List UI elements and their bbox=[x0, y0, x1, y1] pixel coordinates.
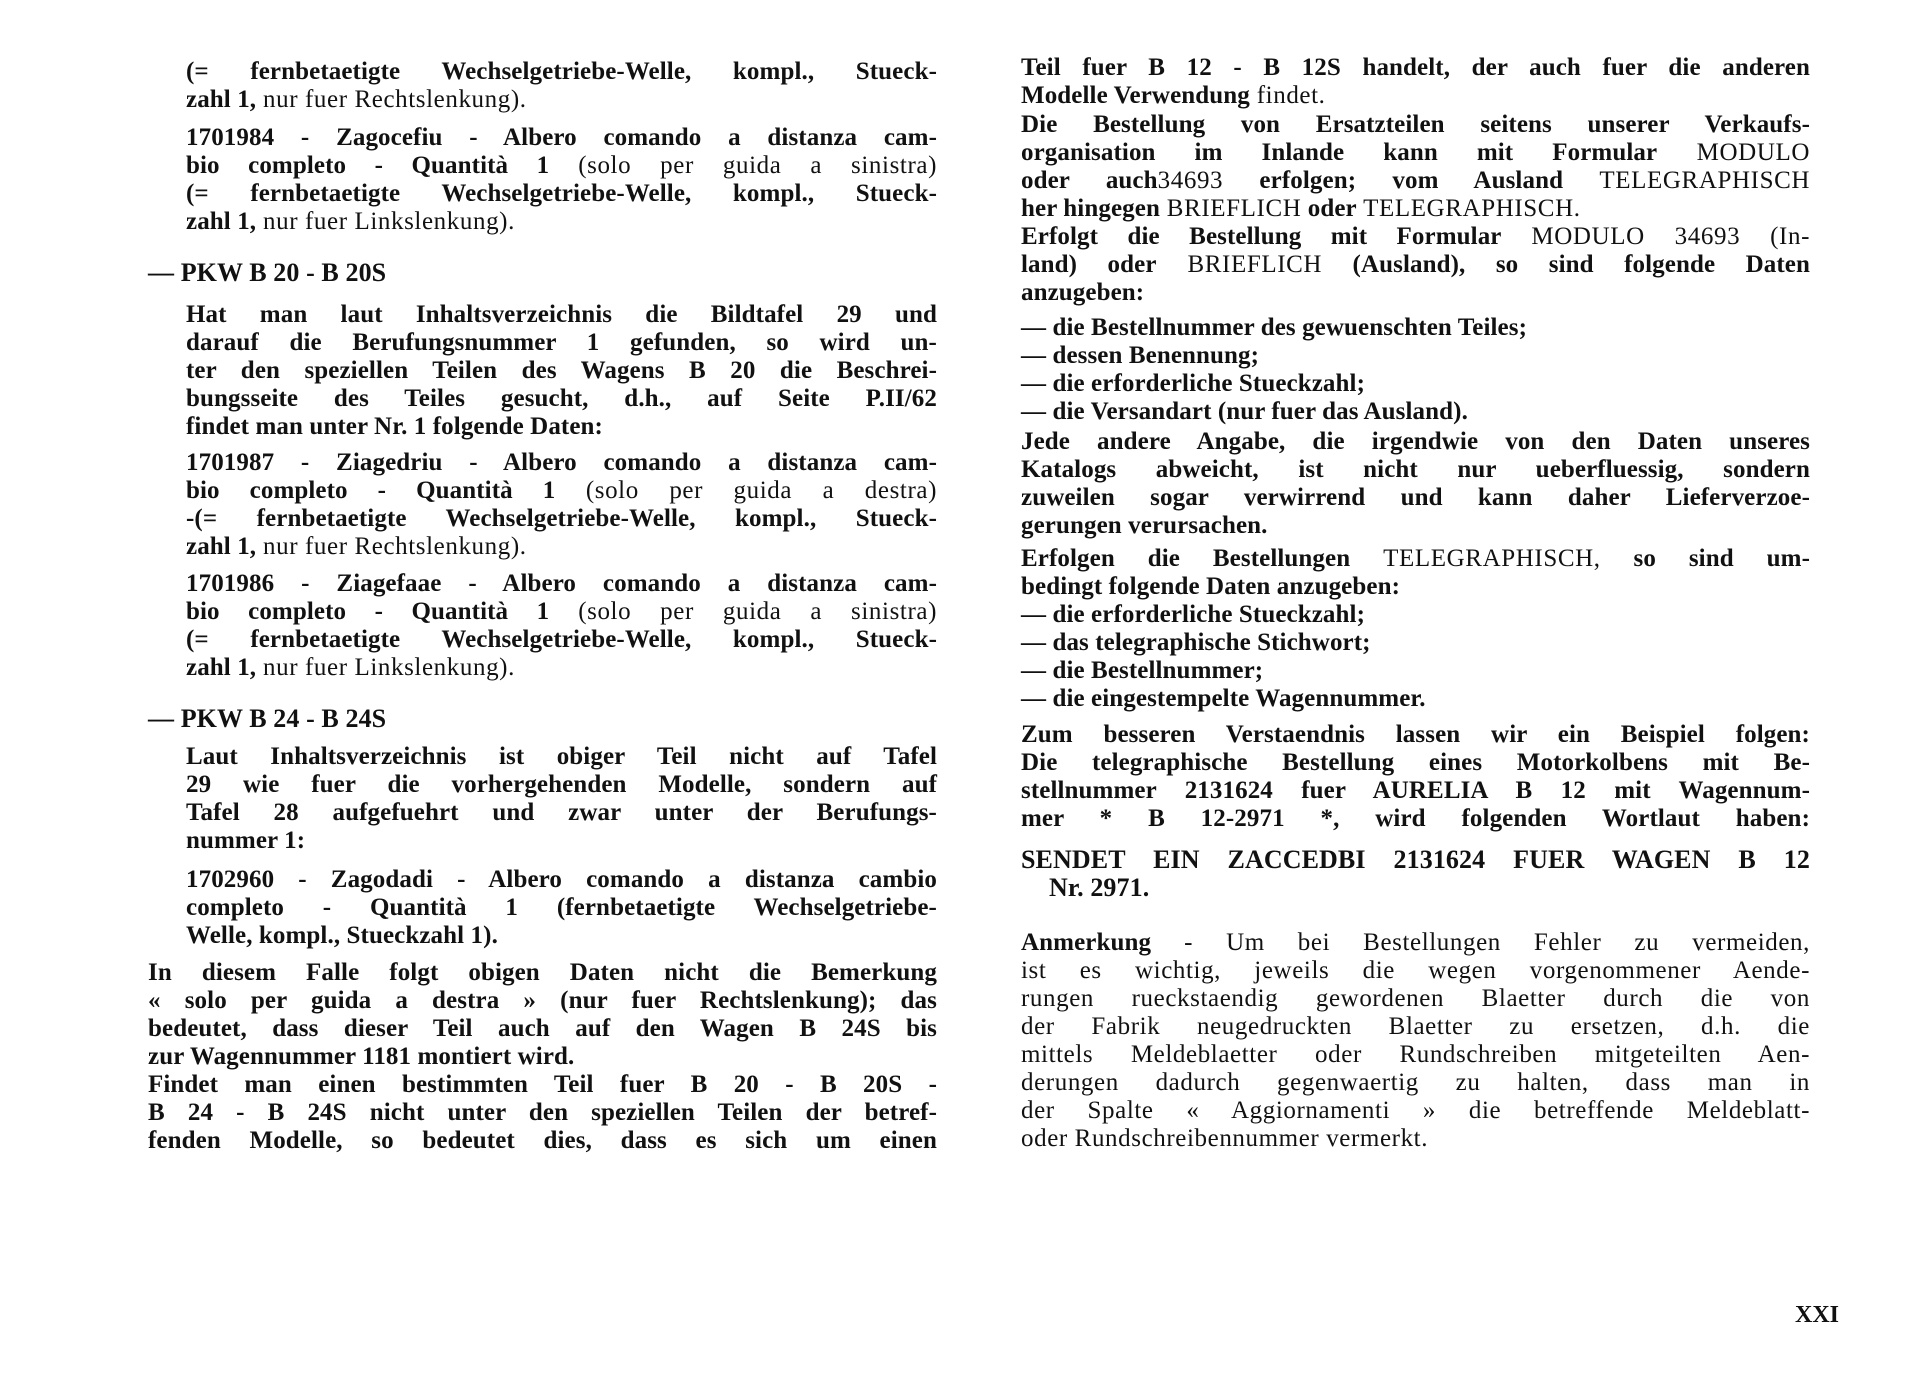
left-column-line bbox=[148, 986, 937, 1015]
page-number: XXI bbox=[1795, 1302, 1840, 1328]
bold-text: nummer 1: bbox=[186, 827, 306, 854]
regular-text: nur fuer Rechtslenkung). bbox=[256, 86, 527, 113]
regular-text: (solo per guida a sinistra) bbox=[549, 598, 937, 625]
regular-text: MODULO 34693 (In- bbox=[1501, 223, 1810, 250]
bold-text: gerungen verursachen. bbox=[1021, 512, 1268, 539]
right-column-line bbox=[1021, 845, 1810, 874]
right-column-line bbox=[1021, 984, 1810, 1013]
right-column-line bbox=[1021, 1040, 1810, 1069]
regular-text: nur fuer Linkslenkung). bbox=[256, 208, 515, 235]
bold-text: Erfolgen die Bestellungen bbox=[1021, 545, 1351, 572]
left-column-line bbox=[186, 597, 937, 626]
bold-text: — die eingestempelte Wagennummer. bbox=[1021, 685, 1426, 712]
bold-text: anzugeben: bbox=[1021, 279, 1145, 306]
bold-text: Anmerkung bbox=[1021, 929, 1152, 956]
bold-text: ter den speziellen Teilen des Wagens B 20 die Beschrei- bbox=[186, 357, 937, 384]
left-column-line bbox=[186, 300, 937, 329]
regular-text: der Fabrik neugedruckten Blaetter zu ersetzen, d.h. die bbox=[1021, 1013, 1810, 1040]
left-column-line bbox=[148, 1070, 937, 1099]
left-column-line bbox=[186, 826, 305, 855]
bold-text: bedingt folgende Daten anzugeben: bbox=[1021, 573, 1401, 600]
regular-text: TELEGRAPHISCH. bbox=[1356, 195, 1581, 222]
left-column-line bbox=[186, 504, 937, 533]
bold-text: land) oder bbox=[1021, 251, 1157, 278]
bold-text: zahl 1, bbox=[186, 533, 257, 560]
regular-text: rungen rueckstaendig gewordenen Blaetter durch die von bbox=[1021, 985, 1810, 1012]
right-column-line bbox=[1021, 1096, 1810, 1125]
right-column-line bbox=[1021, 250, 1810, 279]
regular-text: nur fuer Rechtslenkung). bbox=[256, 533, 527, 560]
regular-text: TELEGRAPHISCH bbox=[1563, 167, 1810, 194]
bold-text: Jede andere Angabe, die irgendwie von den Daten unseres bbox=[1021, 428, 1810, 455]
regular-text: BRIEFLICH bbox=[1156, 251, 1323, 278]
right-column-line bbox=[1021, 600, 1365, 629]
bold-text: darauf die Berufungsnummer 1 gefunden, so wird un- bbox=[186, 329, 937, 356]
right-column-line bbox=[1021, 341, 1259, 370]
bold-text: so sind um- bbox=[1600, 545, 1810, 572]
bold-text: SENDET EIN ZACCEDBI 2131624 FUER WAGEN B 12 bbox=[1021, 845, 1810, 874]
left-column-line bbox=[148, 704, 386, 733]
bold-text: bedeutet, dass dieser Teil auch auf den Wagen B 24S bis bbox=[148, 1015, 937, 1042]
bold-text: findet man unter Nr. 1 folgende Daten: bbox=[186, 413, 603, 440]
bold-text: — die Bestellnummer des gewuenschten Teiles; bbox=[1021, 314, 1528, 341]
bold-text: Erfolgt die Bestellung mit Formular bbox=[1021, 223, 1502, 250]
bold-text: oder bbox=[1301, 195, 1357, 222]
bold-text: Modelle Verwendung bbox=[1021, 82, 1250, 109]
regular-text: oder Rundschreibennummer vermerkt. bbox=[1021, 1125, 1429, 1152]
bold-text: 29 wie fuer die vorhergehenden Modelle, sondern auf bbox=[186, 771, 937, 798]
left-column-line bbox=[186, 151, 937, 180]
bold-text: bio completo - Quantità 1 bbox=[186, 477, 556, 504]
right-column-line bbox=[1021, 572, 1400, 601]
bold-text: In diesem Falle folgt obigen Daten nicht die Bemerkung bbox=[148, 959, 937, 986]
right-column-line bbox=[1021, 194, 1581, 223]
right-column-line bbox=[1021, 720, 1810, 749]
regular-text: MODULO bbox=[1657, 139, 1810, 166]
left-column-line bbox=[186, 179, 937, 208]
bold-text: Laut Inhaltsverzeichnis ist obiger Teil nicht auf Tafel bbox=[186, 743, 937, 770]
bold-text: Katalogs abweicht, ist nicht nur ueberfluessig, sondern bbox=[1021, 456, 1810, 483]
right-column-line bbox=[1021, 455, 1810, 484]
bold-text: mer * B 12-2971 *, wird folgenden Wortlaut haben: bbox=[1021, 805, 1810, 832]
bold-text: — PKW B 24 - B 24S bbox=[148, 704, 387, 733]
right-column-line bbox=[1021, 166, 1810, 195]
right-column-line bbox=[1021, 776, 1810, 805]
right-column-line bbox=[1021, 1012, 1810, 1041]
bold-text: bungsseite des Teiles gesucht, d.h., auf Seite P.II/62 bbox=[186, 385, 937, 412]
bold-text: Findet man einen bestimmten Teil fuer B 20 - B 20S - bbox=[148, 1071, 937, 1098]
bold-text: Die telegraphische Bestellung eines Motorkolbens mit Be- bbox=[1021, 749, 1810, 776]
bold-text: (= fernbetaetigte Wechselgetriebe-Welle, kompl., Stueck- bbox=[186, 626, 937, 653]
right-column-line bbox=[1021, 956, 1810, 985]
bold-text: Welle, kompl., Stueckzahl 1). bbox=[186, 922, 498, 949]
right-column-line bbox=[1021, 483, 1810, 512]
right-column-line bbox=[1021, 278, 1144, 307]
bold-text: B 24 - B 24S nicht unter den speziellen Teilen der betref- bbox=[148, 1099, 937, 1126]
bold-text: zahl 1, bbox=[186, 86, 257, 113]
bold-text: — die Bestellnummer; bbox=[1021, 657, 1264, 684]
left-column-line bbox=[186, 85, 527, 114]
regular-text: 34693 bbox=[1157, 167, 1224, 194]
right-column-line bbox=[1021, 138, 1810, 167]
left-column-line bbox=[186, 865, 937, 894]
bold-text: — die Versandart (nur fuer das Ausland). bbox=[1021, 398, 1468, 425]
left-column-line bbox=[186, 57, 937, 86]
right-column-line bbox=[1021, 397, 1468, 426]
regular-text: nur fuer Linkslenkung). bbox=[256, 654, 515, 681]
bold-text: zuweilen sogar verwirrend und kann daher Lieferverzoe- bbox=[1021, 484, 1810, 511]
left-column-line bbox=[186, 384, 937, 413]
left-column-line bbox=[186, 625, 937, 654]
bold-text: Tafel 28 aufgefuehrt und zwar unter der Berufungs- bbox=[186, 799, 937, 826]
regular-text: findet. bbox=[1249, 82, 1326, 109]
right-column-line bbox=[1049, 873, 1149, 902]
left-column-line bbox=[186, 476, 937, 505]
right-column-line bbox=[1021, 1124, 1428, 1153]
left-column-line bbox=[148, 958, 937, 987]
right-column-line bbox=[1021, 222, 1810, 251]
left-column-line bbox=[186, 653, 515, 682]
left-column-line bbox=[186, 742, 937, 771]
bold-text: 1701987 - Ziagedriu - Albero comando a distanza cam- bbox=[186, 449, 937, 476]
bold-text: 1702960 - Zagodadi - Albero comando a distanza cambio bbox=[186, 866, 937, 893]
bold-text: — dessen Benennung; bbox=[1021, 342, 1260, 369]
regular-text: TELEGRAPHISCH, bbox=[1350, 545, 1601, 572]
right-column-line bbox=[1021, 81, 1326, 110]
bold-text: organisation im Inlande kann mit Formular bbox=[1021, 139, 1658, 166]
right-column-line bbox=[1021, 110, 1810, 139]
right-column-line bbox=[1021, 1068, 1810, 1097]
bold-text: — PKW B 20 - B 20S bbox=[148, 258, 387, 287]
bold-text: 1701984 - Zagocefiu - Albero comando a distanza cam- bbox=[186, 124, 937, 151]
bold-text: bio completo - Quantità 1 bbox=[186, 598, 550, 625]
left-column-line bbox=[148, 1014, 937, 1043]
bold-text: — die erforderliche Stueckzahl; bbox=[1021, 370, 1365, 397]
right-column-line bbox=[1021, 427, 1810, 456]
bold-text: her hingegen bbox=[1021, 195, 1160, 222]
left-column-line bbox=[186, 448, 937, 477]
bold-text: Hat man laut Inhaltsverzeichnis die Bildtafel 29 und bbox=[186, 301, 937, 328]
regular-text: derungen dadurch gegenwaertig zu halten, dass man in bbox=[1021, 1069, 1810, 1096]
left-column-line bbox=[186, 893, 937, 922]
left-column-line bbox=[186, 532, 527, 561]
left-column-line bbox=[186, 123, 937, 152]
bold-text: — die erforderliche Stueckzahl; bbox=[1021, 601, 1365, 628]
bold-text: -(= fernbetaetigte Wechselgetriebe-Welle, kompl., Stueck- bbox=[186, 505, 937, 532]
right-column-line bbox=[1021, 684, 1426, 713]
bold-text: « solo per guida a destra » (nur fuer Rechtslenkung); das bbox=[148, 987, 937, 1014]
left-column-line bbox=[186, 328, 937, 357]
bold-text: zahl 1, bbox=[186, 654, 257, 681]
left-column-line bbox=[186, 207, 515, 236]
bold-text: erfolgen; vom Ausland bbox=[1223, 167, 1564, 194]
left-column-line bbox=[186, 798, 937, 827]
right-column-line bbox=[1021, 53, 1810, 82]
regular-text: (solo per guida a sinistra) bbox=[549, 152, 937, 179]
right-column-line bbox=[1021, 313, 1527, 342]
right-column-line bbox=[1021, 656, 1263, 685]
bold-text: (= fernbetaetigte Wechselgetriebe-Welle, kompl., Stueck- bbox=[186, 58, 937, 85]
bold-text: (Ausland), so sind folgende Daten bbox=[1322, 251, 1810, 278]
regular-text: BRIEFLICH bbox=[1159, 195, 1302, 222]
bold-text: stellnummer 2131624 fuer AURELIA B 12 mit Wagennum- bbox=[1021, 777, 1810, 804]
right-column-line bbox=[1021, 748, 1810, 777]
right-column-line bbox=[1021, 544, 1810, 573]
regular-text: der Spalte « Aggiornamenti » die betreffende Meldeblatt- bbox=[1021, 1097, 1810, 1124]
regular-text: ist es wichtig, jeweils die wegen vorgenommener Aende- bbox=[1021, 957, 1810, 984]
regular-text: - Um bei Bestellungen Fehler zu vermeiden, bbox=[1151, 929, 1810, 956]
bold-text: zahl 1, bbox=[186, 208, 257, 235]
regular-text: (solo per guida a destra) bbox=[555, 477, 938, 504]
bold-text: Teil fuer B 12 - B 12S handelt, der auch fuer die anderen bbox=[1021, 54, 1810, 81]
right-column-line bbox=[1021, 369, 1365, 398]
left-column-line bbox=[148, 1126, 937, 1155]
bold-text: — das telegraphische Stichwort; bbox=[1021, 629, 1371, 656]
bold-text: Die Bestellung von Ersatzteilen seitens unserer Verkaufs- bbox=[1021, 111, 1810, 138]
regular-text: mittels Meldeblaetter oder Rundschreiben mitgeteilten Aen- bbox=[1021, 1041, 1810, 1068]
bold-text: (= fernbetaetigte Wechselgetriebe-Welle, kompl., Stueck- bbox=[186, 180, 937, 207]
bold-text: bio completo - Quantità 1 bbox=[186, 152, 550, 179]
bold-text: 1701986 - Ziagefaae - Albero comando a distanza cam- bbox=[186, 570, 937, 597]
bold-text: Zum besseren Verstaendnis lassen wir ein Beispiel folgen: bbox=[1021, 721, 1810, 748]
bold-text: oder auch bbox=[1021, 167, 1158, 194]
right-column-line bbox=[1021, 804, 1810, 833]
bold-text: completo - Quantità 1 (fernbetaetigte Wechselgetriebe- bbox=[186, 894, 937, 921]
left-column-line bbox=[186, 921, 498, 950]
right-column-line bbox=[1021, 628, 1371, 657]
left-column-line bbox=[186, 356, 937, 385]
right-column-line bbox=[1021, 511, 1268, 540]
right-column-line bbox=[1021, 928, 1810, 957]
bold-text: Nr. 2971. bbox=[1049, 873, 1150, 902]
left-column-line bbox=[148, 258, 386, 287]
left-column-line bbox=[186, 770, 937, 799]
left-column-line bbox=[148, 1098, 937, 1127]
left-column-line bbox=[186, 569, 937, 598]
left-column-line bbox=[148, 1042, 574, 1071]
bold-text: fenden Modelle, so bedeutet dies, dass es sich um einen bbox=[148, 1127, 937, 1154]
left-column-line bbox=[186, 412, 603, 441]
bold-text: zur Wagennummer 1181 montiert wird. bbox=[148, 1043, 575, 1070]
